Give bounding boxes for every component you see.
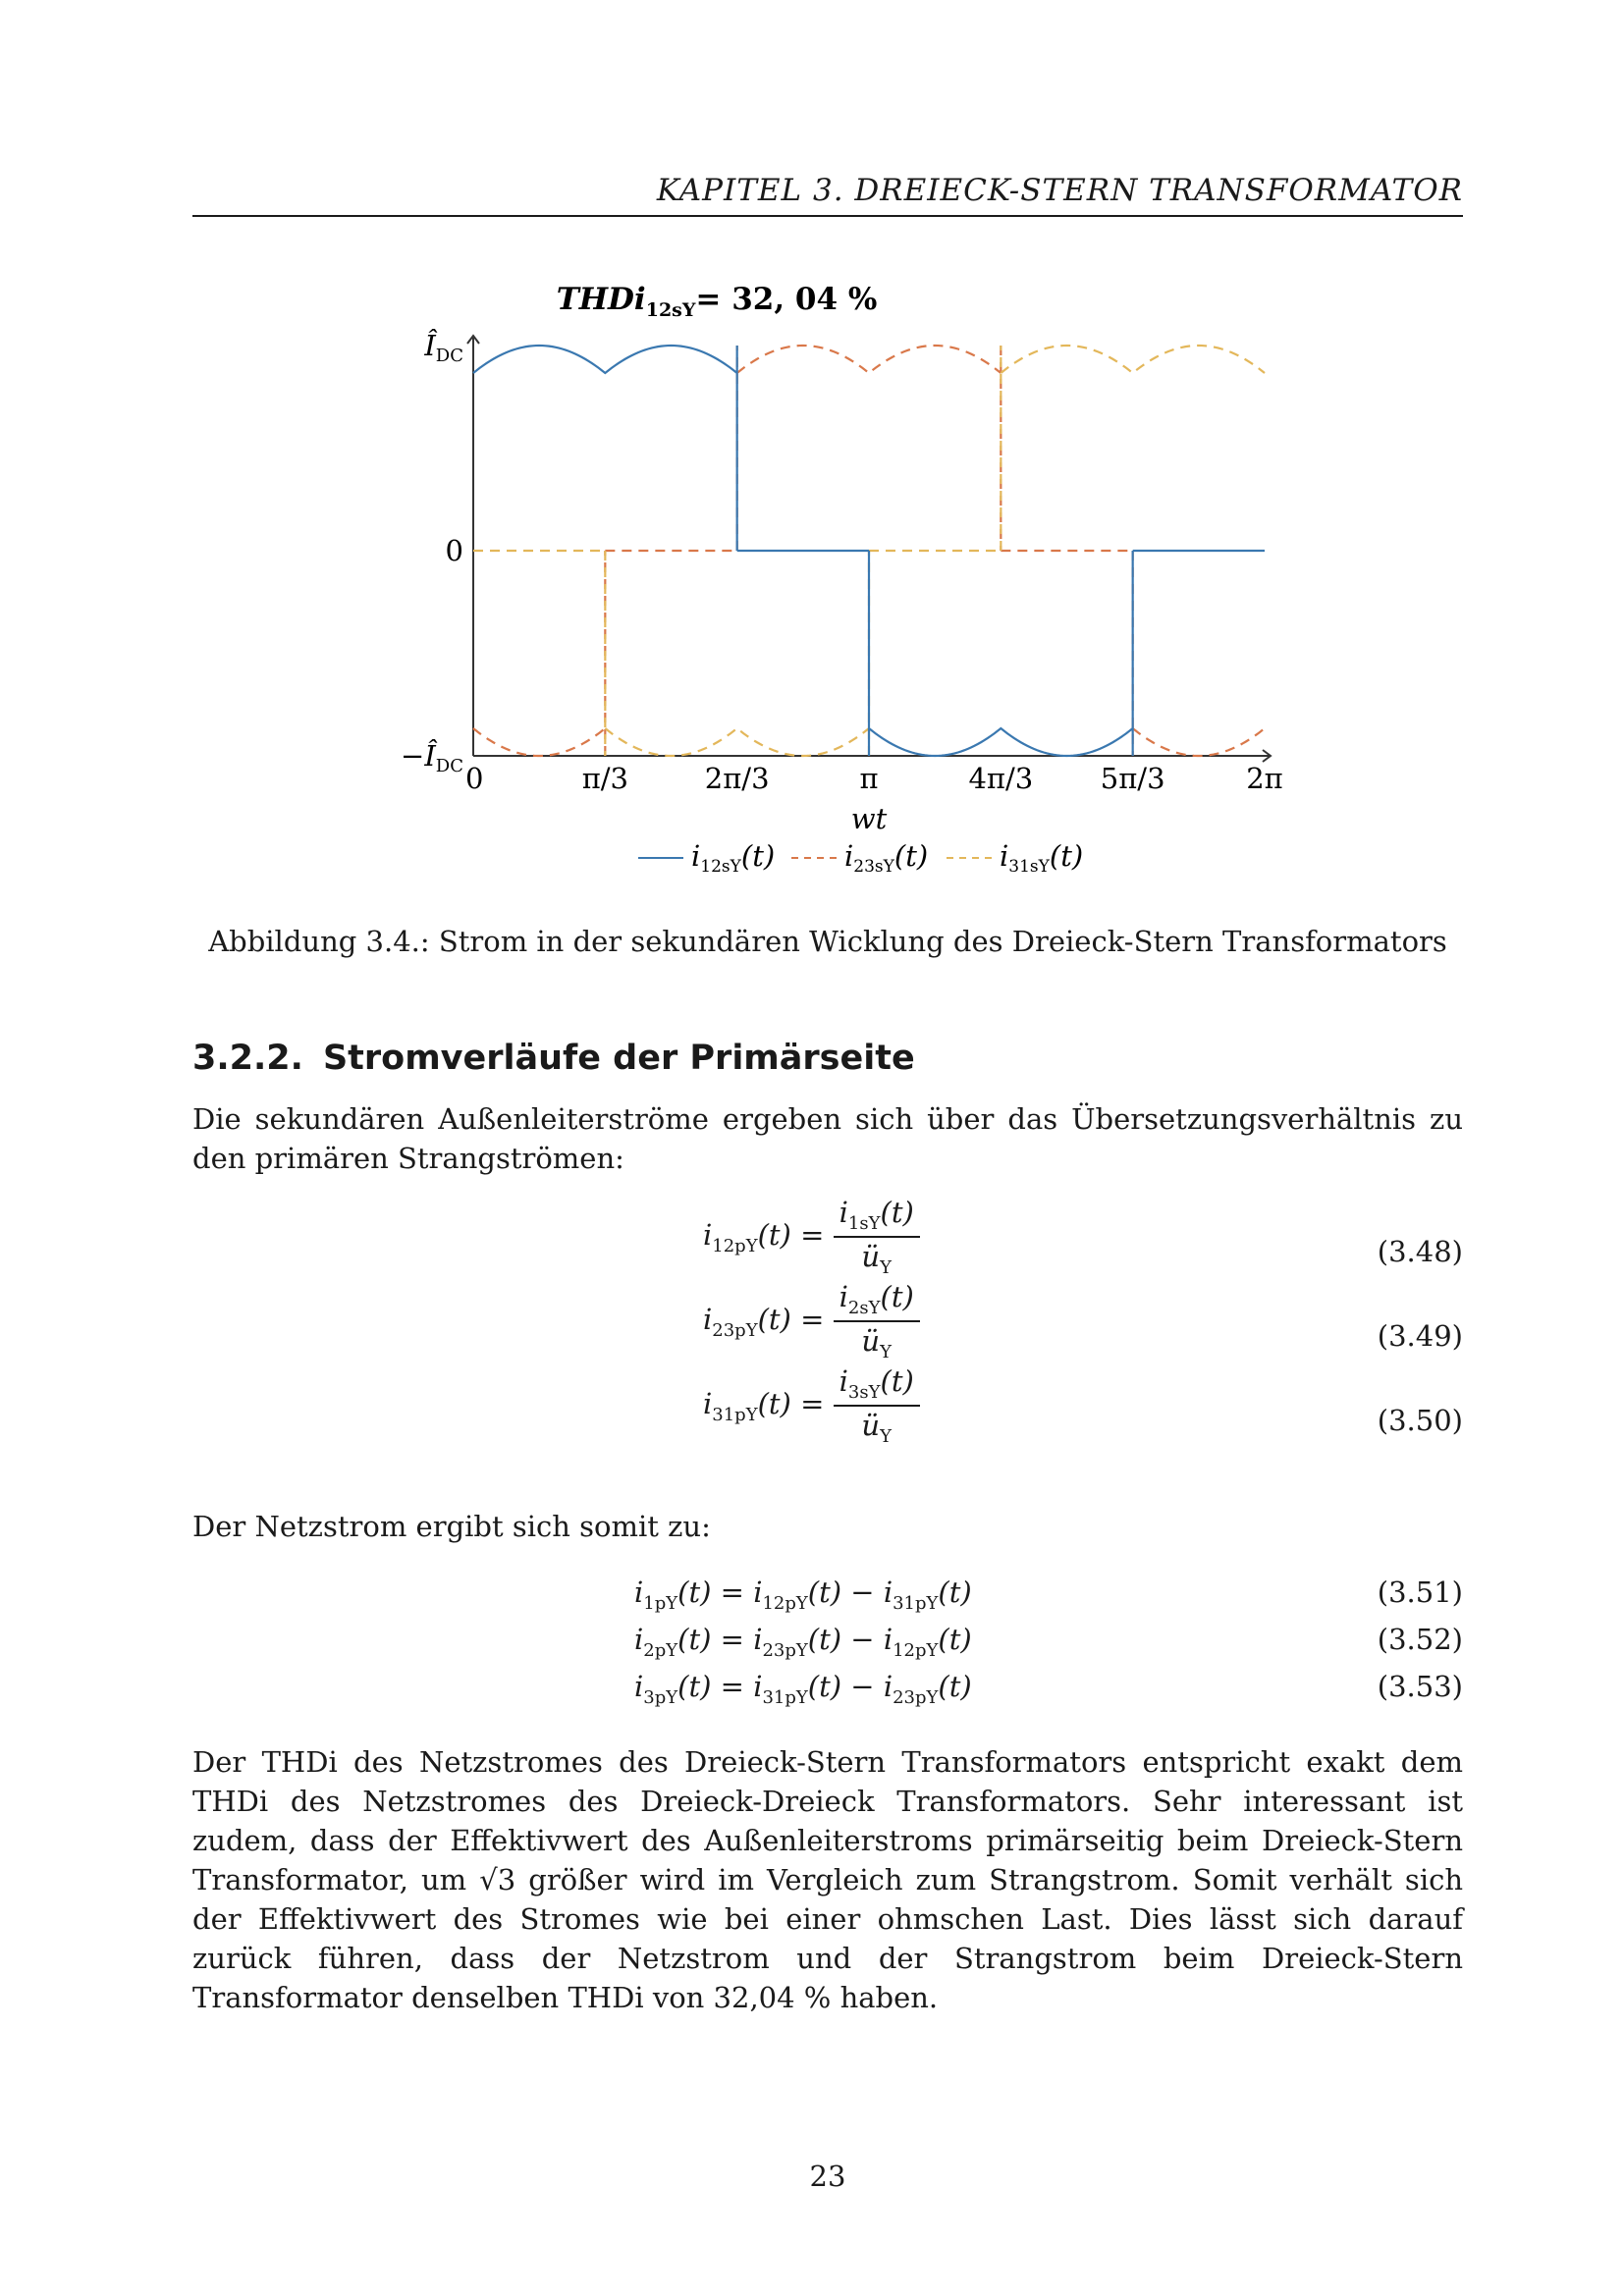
equation-term-b — [883, 1670, 972, 1708]
numerator-term-symbol: i — [839, 1280, 848, 1313]
equation-number: (3.48) — [1377, 1235, 1463, 1268]
transformer-ratio-subscript: Y — [880, 1425, 892, 1447]
equation-term-b-symbol: i — [883, 1623, 893, 1656]
minus-sign: − — [841, 1670, 884, 1703]
transformer-ratio-subscript: Y — [880, 1341, 892, 1362]
equation-number: (3.50) — [1377, 1404, 1463, 1437]
equation-lhs-argument: (t) — [757, 1217, 791, 1252]
y-tick-label: $-Î_{DC}$ — [401, 739, 463, 776]
equation-lhs-argument: (t) — [757, 1386, 791, 1420]
equation-lhs-argument: (t) — [677, 1670, 712, 1703]
numerator-term-argument: (t) — [880, 1280, 914, 1313]
y-tick-label: $Î_{DC}$ — [424, 329, 463, 366]
fraction-denominator — [834, 1407, 920, 1447]
chart-title: THDi$_{12sY}$= 32, 04 % — [556, 282, 878, 321]
paragraph-thdi-text-1: Der THDi des Netzstromes des Dreieck-Stern Transformators entspricht exakt dem THDi des Netzstromes des Dreieck-Dreieck Transformators. Sehr interessant ist zudem, dass der Effektivwert des Außenleiterstroms primärseitig beim Dreieck-Stern Transformator, um √3 — [192, 1745, 1463, 1896]
x-tick-label: 5π/3 — [1100, 762, 1165, 795]
equation-lhs-subscript: 2pY — [643, 1639, 678, 1661]
equation-lhs-subscript: 31pY — [712, 1404, 758, 1425]
equation-term-b — [883, 1575, 972, 1614]
equation-term-b-symbol: i — [883, 1575, 893, 1609]
equation-lhs-subscript: 1pY — [643, 1592, 678, 1614]
transformer-ratio-symbol: ü — [861, 1239, 881, 1273]
equation-lhs-symbol: i — [634, 1623, 644, 1656]
x-tick-label: 2π — [1246, 762, 1283, 795]
equation-lhs-symbol: i — [703, 1386, 713, 1420]
equation-term-a-symbol: i — [753, 1623, 763, 1656]
equation-term-a-subscript: 12pY — [762, 1592, 808, 1614]
equation-term-b-symbol: i — [883, 1670, 893, 1703]
numerator-term-argument: (t) — [880, 1364, 914, 1398]
fraction — [834, 1364, 920, 1447]
x-tick-label: 2π/3 — [704, 762, 770, 795]
equation-term-b-argument: (t) — [938, 1575, 972, 1609]
equation-term-a-subscript: 31pY — [762, 1686, 808, 1708]
equation-lhs — [634, 1623, 712, 1661]
equation-lhs-argument: (t) — [677, 1575, 712, 1609]
equation-term-a — [753, 1623, 842, 1661]
equation-term-a-symbol: i — [753, 1575, 763, 1609]
y-tick-label: 0 — [445, 534, 463, 567]
legend-label: $i_{31sY}(t)$ — [1000, 839, 1084, 877]
equation-row — [703, 1196, 920, 1278]
equation-number: (3.49) — [1377, 1319, 1463, 1353]
x-tick-label: 4π/3 — [968, 762, 1034, 795]
x-tick-label: π — [859, 762, 879, 795]
transformer-ratio-subscript: Y — [880, 1256, 892, 1278]
equals-sign: = — [790, 1217, 834, 1252]
equals-sign: = — [711, 1623, 754, 1656]
paragraph-intro — [192, 1099, 1463, 1178]
fraction-denominator — [834, 1238, 920, 1278]
equation-term-a-argument: (t) — [807, 1623, 842, 1656]
fraction — [834, 1280, 920, 1362]
equation-term-a-argument: (t) — [807, 1670, 842, 1703]
minus-sign: − — [841, 1575, 884, 1609]
equation-lhs — [703, 1217, 791, 1256]
equation-term-b-argument: (t) — [938, 1670, 972, 1703]
legend-item-23sY — [791, 839, 928, 877]
numerator-term — [839, 1280, 914, 1318]
equation-term-b-subscript: 31pY — [893, 1592, 939, 1614]
transformer-ratio-symbol: ü — [861, 1323, 881, 1358]
equation-lhs-argument: (t) — [757, 1302, 791, 1336]
equation-term-a — [753, 1575, 842, 1614]
equation-term-b-subscript: 23pY — [893, 1686, 939, 1708]
paragraph-netzstrom-text: Der Netzstrom ergibt sich somit zu: — [192, 1510, 711, 1543]
paragraph-intro-text: Die sekundären Außenleiterströme ergeben sich über das Übersetzungsverhältnis zu den primären Strangströmen: — [192, 1102, 1463, 1175]
legend — [638, 839, 1083, 877]
x-tick-label: 0 — [465, 762, 484, 795]
x-tick-label: π/3 — [581, 762, 628, 795]
fraction-numerator — [834, 1280, 920, 1322]
minus-sign: − — [841, 1623, 884, 1656]
x-axis-label: wt — [850, 802, 888, 835]
section-heading — [192, 1039, 915, 1078]
equals-sign: = — [711, 1670, 754, 1703]
fraction-numerator — [834, 1196, 920, 1238]
equation-lhs — [634, 1670, 712, 1708]
equation-row — [634, 1623, 972, 1661]
equation-row — [703, 1364, 920, 1447]
equation-term-a — [753, 1670, 842, 1708]
equation-term-a-symbol: i — [753, 1670, 763, 1703]
equation-lhs-symbol: i — [703, 1217, 713, 1252]
legend-item-31sY — [947, 839, 1083, 877]
legend-item-12sY — [638, 839, 775, 877]
current-waveform-chart — [363, 265, 1306, 913]
equation-number: (3.51) — [1377, 1575, 1463, 1609]
numerator-term-symbol: i — [839, 1364, 848, 1398]
equals-sign: = — [790, 1386, 834, 1420]
equation-lhs-subscript: 12pY — [712, 1235, 758, 1256]
fraction-denominator — [834, 1322, 920, 1362]
equation-lhs-symbol: i — [703, 1302, 713, 1336]
numerator-term-argument: (t) — [880, 1196, 914, 1229]
figure-caption: Abbildung 3.4.: Strom in der sekundären Wicklung des Dreieck-Stern Transformators — [208, 925, 1447, 958]
equation-lhs — [634, 1575, 712, 1614]
equation-number: (3.53) — [1377, 1670, 1463, 1703]
fraction-numerator — [834, 1364, 920, 1407]
equation-lhs-symbol: i — [634, 1670, 644, 1703]
section-number: 3.2.2. — [192, 1039, 303, 1078]
running-header: KAPITEL 3. DREIECK-STERN TRANSFORMATOR — [656, 173, 1463, 208]
equation-term-b — [883, 1623, 972, 1661]
numerator-term — [839, 1196, 914, 1234]
paragraph-netzstrom — [192, 1507, 1463, 1546]
legend-label: $i_{23sY}(t)$ — [844, 839, 929, 877]
equation-term-b-argument: (t) — [938, 1623, 972, 1656]
equation-row — [703, 1280, 920, 1362]
legend-label: $i_{12sY}(t)$ — [691, 839, 776, 877]
fraction — [834, 1196, 920, 1278]
page-number: 23 — [809, 2160, 846, 2193]
equation-row — [634, 1670, 972, 1708]
equation-lhs-subscript: 3pY — [643, 1686, 678, 1708]
equation-term-a-argument: (t) — [807, 1575, 842, 1609]
paragraph-thdi-text-2: größer wird im Vergleich zum Strangstrom. Somit verhält sich der Effektivwert des Stromes wie bei einer ohmschen Last. Dies lässt sich darauf zurück führen, dass der Netzstrom und der Strangstrom beim Dreieck-Stern Transformator denselben THDi von 32,04 % haben. — [192, 1863, 1464, 2014]
equals-sign: = — [790, 1302, 834, 1336]
paragraph-thdi — [192, 1742, 1463, 2017]
numerator-term — [839, 1364, 914, 1403]
equation-lhs — [703, 1386, 791, 1425]
numerator-term-subscript: 1sY — [847, 1212, 881, 1234]
equation-term-b-subscript: 12pY — [893, 1639, 939, 1661]
equals-sign: = — [711, 1575, 754, 1609]
equation-lhs-subscript: 23pY — [712, 1319, 758, 1341]
equation-lhs — [703, 1302, 791, 1341]
transformer-ratio-symbol: ü — [861, 1408, 881, 1442]
equation-lhs-argument: (t) — [677, 1623, 712, 1656]
header-rule — [192, 215, 1463, 217]
equation-number: (3.52) — [1377, 1623, 1463, 1656]
equation-term-a-subscript: 23pY — [762, 1639, 808, 1661]
section-title: Stromverläufe der Primärseite — [322, 1039, 915, 1078]
numerator-term-subscript: 3sY — [847, 1381, 881, 1403]
equation-row — [634, 1575, 972, 1614]
numerator-term-symbol: i — [839, 1196, 848, 1229]
numerator-term-subscript: 2sY — [847, 1297, 881, 1318]
equation-lhs-symbol: i — [634, 1575, 644, 1609]
